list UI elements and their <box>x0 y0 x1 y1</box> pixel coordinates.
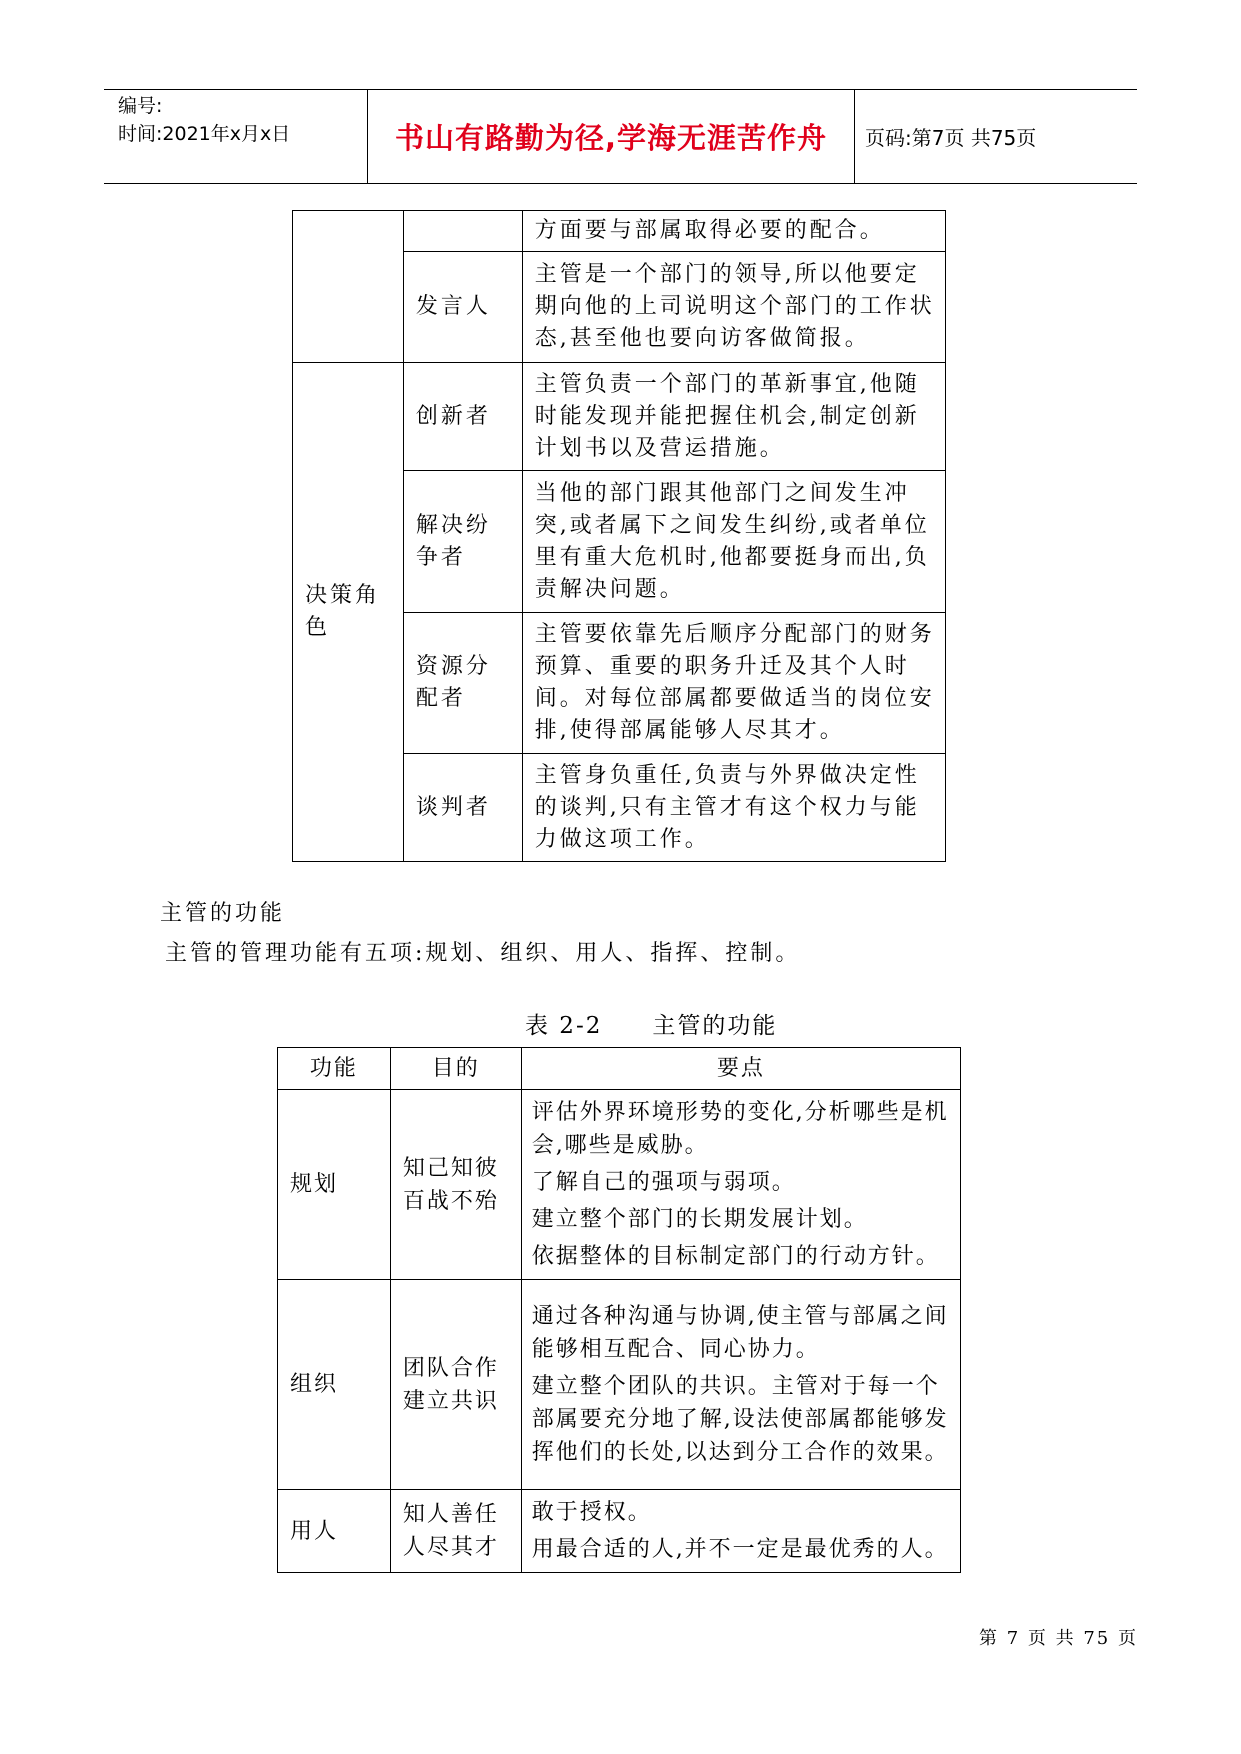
role-description: 方面要与部属取得必要的配合。 <box>522 211 945 252</box>
point-text: 用最合适的人,并不一定是最优秀的人。 <box>531 1537 949 1562</box>
role-name: 发言人 <box>403 252 522 363</box>
function-goal: 知己知彼百战不殆 <box>390 1090 521 1280</box>
table-row <box>293 363 946 471</box>
role-category: 决策角色 <box>293 363 404 862</box>
role-name: 资源分配者 <box>403 613 522 754</box>
role-name: 创新者 <box>403 363 522 471</box>
role-name: 谈判者 <box>403 754 522 862</box>
point-text: 敢于授权。 <box>531 1500 652 1525</box>
function-goal: 团队合作建立共识 <box>390 1280 521 1490</box>
point-text: 评估外界环境形势的变化,分析哪些是机会,哪些是威胁。 <box>531 1100 949 1158</box>
table-row <box>293 211 946 252</box>
function-name: 组织 <box>278 1280 391 1490</box>
table-header-row <box>278 1048 961 1090</box>
point-text: 通过各种沟通与协调,使主管与部属之间能够相互配合、同心协力。 <box>531 1304 949 1362</box>
point-text: 了解自己的强项与弱项。 <box>531 1170 796 1195</box>
table-row <box>278 1490 961 1573</box>
function-name: 用人 <box>278 1490 391 1573</box>
point-text: 依据整体的目标制定部门的行动方针。 <box>531 1244 940 1269</box>
page-number: 第 7 页 共 75 页 <box>979 1628 1138 1649</box>
column-header-points: 要点 <box>521 1048 960 1090</box>
functions-table <box>277 1047 961 1573</box>
point-text: 建立整个团队的共识。主管对于每一个部属要充分地了解,设法使部属都能够发挥他们的长处,以达到分工合作的效果。 <box>531 1374 949 1465</box>
number-label: 编号: <box>118 95 163 117</box>
table-cell <box>403 211 522 252</box>
role-description: 当他的部门跟其他部门之间发生冲突,或者属下之间发生纠纷,或者单位里有重大危机时,他都要挺身而出,负责解决问题。 <box>522 471 945 613</box>
role-description: 主管身负重任,负责与外界做决定性的谈判,只有主管才有这个权力与能力做这项工作。 <box>522 754 945 862</box>
function-name: 规划 <box>278 1090 391 1280</box>
header-motto: 书山有路勤为径,学海无涯苦作舟 <box>394 121 828 155</box>
function-points <box>521 1280 960 1490</box>
point-text: 建立整个部门的长期发展计划。 <box>531 1207 868 1232</box>
column-header-goal: 目的 <box>390 1048 521 1090</box>
time-label: 时间:2021年x月x日 <box>118 123 291 145</box>
function-points <box>521 1090 960 1280</box>
header-divider <box>854 90 855 183</box>
table-row <box>278 1280 961 1490</box>
column-header-function: 功能 <box>278 1048 391 1090</box>
table-cell <box>293 211 404 363</box>
function-points <box>521 1490 960 1573</box>
section-heading: 主管的功能 <box>160 901 286 926</box>
document-header <box>104 89 1137 184</box>
section-text: 主管的管理功能有五项:规划、组织、用人、指挥、控制。 <box>165 941 801 966</box>
function-goal: 知人善任人尽其才 <box>390 1490 521 1573</box>
page-code: 页码:第7页 共75页 <box>865 126 1037 150</box>
header-info <box>118 92 290 148</box>
table-row <box>278 1090 961 1280</box>
role-description: 主管要依靠先后顺序分配部门的财务预算、重要的职务升迁及其个人时间。对每位部属都要做适当的岗位安排,使得部属能够人尽其才。 <box>522 613 945 754</box>
role-name: 解决纷争者 <box>403 471 522 613</box>
role-description: 主管负责一个部门的革新事宜,他随时能发现并能把握住机会,制定创新计划书以及营运措施。 <box>522 363 945 471</box>
table-caption: 表 2-2 主管的功能 <box>525 1013 778 1039</box>
role-description: 主管是一个部门的领导,所以他要定期向他的上司说明这个部门的工作状态,甚至他也要向访客做简报。 <box>522 252 945 363</box>
roles-table <box>292 210 946 862</box>
